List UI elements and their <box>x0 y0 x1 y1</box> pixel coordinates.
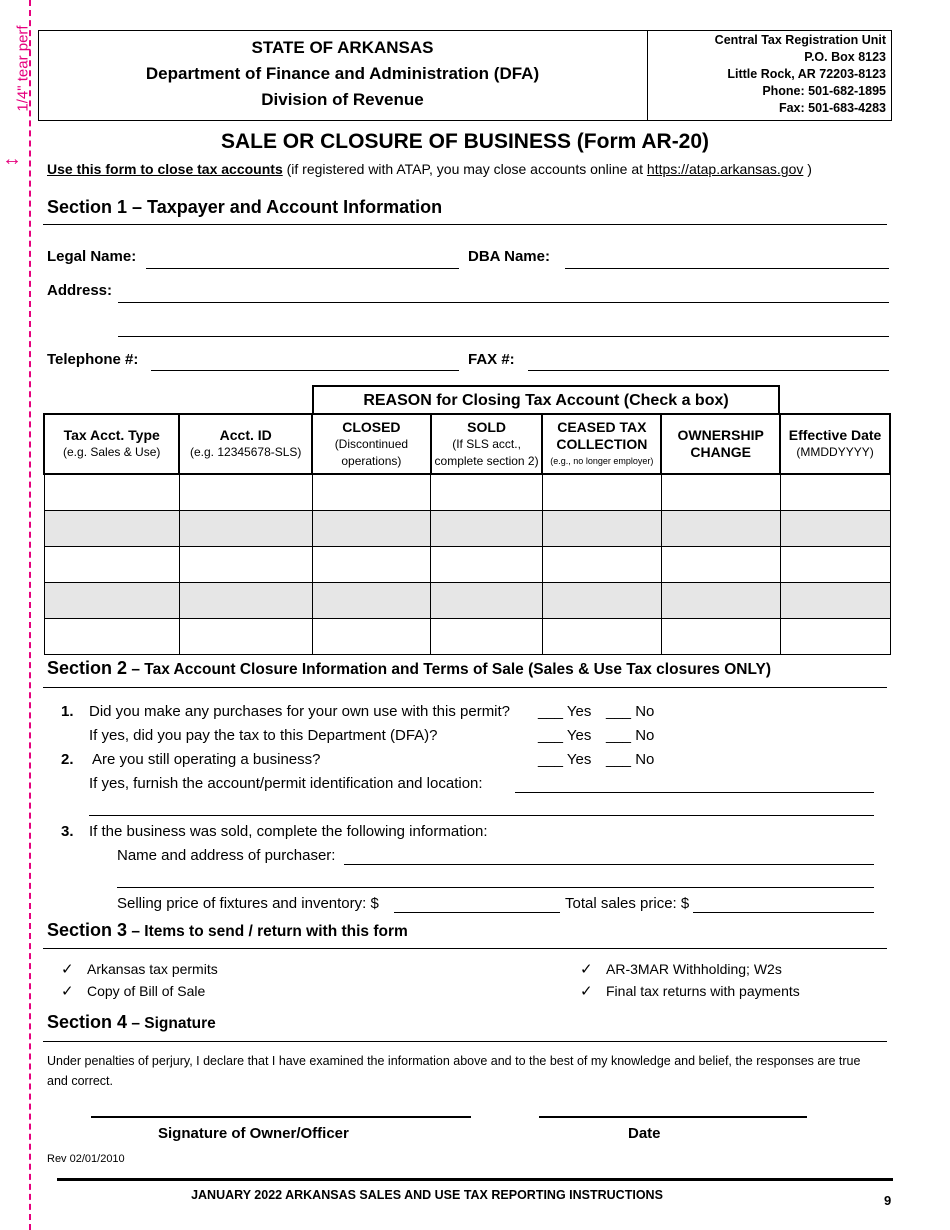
fax-number: Fax: 501-683-4283 <box>778 101 886 115</box>
total-sales-field[interactable] <box>693 912 874 913</box>
dba-name-field[interactable] <box>565 268 889 269</box>
section1-heading: Section 1 – Taxpayer and Account Information <box>47 197 443 217</box>
city-state-zip: Little Rock, AR 72203-8123 <box>727 67 886 81</box>
table-cell[interactable] <box>542 474 661 511</box>
tear-perf-label: 1/4" tear perf <box>14 25 32 112</box>
footer-text: JANUARY 2022 ARKANSAS SALES AND USE TAX REPORTING INSTRUCTIONS <box>191 1188 663 1202</box>
checklist-item: ✓ AR-3MAR Withholding; W2s <box>580 961 782 978</box>
section4-heading: Section 4 – Signature <box>47 1012 216 1032</box>
table-cell[interactable] <box>312 583 431 619</box>
po-box: P.O. Box 8123 <box>804 50 886 64</box>
intro-end: ) <box>803 161 812 177</box>
table-cell[interactable] <box>780 547 890 583</box>
q3-text: If the business was sold, complete the following information: <box>89 823 488 840</box>
account-table <box>43 413 891 655</box>
table-cell[interactable] <box>312 547 431 583</box>
atap-link[interactable]: https://atap.arkansas.gov <box>646 161 804 177</box>
division-name: Division of Revenue <box>261 90 424 109</box>
table-cell[interactable] <box>780 511 890 547</box>
date-label: Date <box>628 1125 661 1142</box>
table-cell[interactable] <box>661 511 780 547</box>
signature-field[interactable] <box>91 1116 471 1118</box>
table-row <box>44 583 890 619</box>
q1-yes[interactable]: ___ Yes <box>538 703 592 720</box>
checkmark-icon: ✓ <box>580 983 593 1000</box>
page-number: 9 <box>884 1193 892 1208</box>
table-cell[interactable] <box>542 547 661 583</box>
intro-text <box>47 161 812 177</box>
agency-header <box>38 30 648 121</box>
selling-price-field[interactable] <box>394 912 560 913</box>
legal-name-label: Legal Name: <box>47 248 137 265</box>
q2b-text: If yes, furnish the account/permit identification and location: <box>89 775 483 792</box>
table-cell[interactable] <box>661 474 780 511</box>
q2-text: Are you still operating a business? <box>92 751 321 768</box>
col-ceased-tax-collection: CEASED TAX COLLECTION (e.g., no longer employer) <box>542 414 661 474</box>
checklist-item: ✓ Final tax returns with payments <box>580 983 800 1000</box>
checklist-item: ✓ Copy of Bill of Sale <box>61 983 206 1000</box>
col-tax-acct-type: Tax Acct. Type (e.g. Sales & Use) <box>44 414 179 474</box>
table-cell[interactable] <box>431 511 543 547</box>
table-cell[interactable] <box>431 619 543 655</box>
table-cell[interactable] <box>44 474 179 511</box>
state-name: STATE OF ARKANSAS <box>251 38 434 57</box>
checkmark-icon: ✓ <box>61 961 74 978</box>
q1-no[interactable]: ___ No <box>606 703 655 720</box>
table-cell[interactable] <box>431 547 543 583</box>
section2-rule <box>43 687 887 688</box>
table-row <box>44 619 890 655</box>
fax-field[interactable] <box>528 370 889 371</box>
table-cell[interactable] <box>431 474 543 511</box>
q1b-no[interactable]: ___ No <box>606 727 655 744</box>
table-cell[interactable] <box>661 547 780 583</box>
intro-lead: Use this form to close tax accounts <box>47 161 283 177</box>
dba-name-label: DBA Name: <box>468 248 550 265</box>
table-cell[interactable] <box>542 619 661 655</box>
total-sales-label: Total sales price: $ <box>565 895 690 912</box>
reason-heading: REASON for Closing Tax Account (Check a box) <box>312 385 780 414</box>
tear-perforation-line <box>29 0 31 1230</box>
purchaser-field[interactable] <box>344 864 874 865</box>
table-cell[interactable] <box>44 583 179 619</box>
table-cell[interactable] <box>542 511 661 547</box>
table-cell[interactable] <box>780 474 890 511</box>
purchaser-label: Name and address of purchaser: <box>117 847 336 864</box>
table-cell[interactable] <box>431 583 543 619</box>
address-label: Address: <box>47 282 113 299</box>
q2-number: 2. <box>61 751 74 768</box>
table-cell[interactable] <box>179 511 312 547</box>
perjury-declaration: Under penalties of perjury, I declare that I have examined the information above and to the best of my knowledge and belief, the responses are true and correct. <box>47 1054 861 1088</box>
footer-rule <box>57 1178 893 1181</box>
purchaser-field-line2[interactable] <box>117 887 874 888</box>
address-field-line1[interactable] <box>118 302 889 303</box>
q3-number: 3. <box>61 823 74 840</box>
table-cell[interactable] <box>179 583 312 619</box>
section3-rule <box>43 948 887 949</box>
q2-yes[interactable]: ___ Yes <box>538 751 592 768</box>
table-cell[interactable] <box>542 583 661 619</box>
q1b-yes[interactable]: ___ Yes <box>538 727 592 744</box>
double-arrow-icon: ↔ <box>2 148 22 170</box>
q1b-text: If yes, did you pay the tax to this Department (DFA)? <box>89 727 438 744</box>
phone-number: Phone: 501-682-1895 <box>762 84 886 98</box>
table-cell[interactable] <box>44 547 179 583</box>
selling-price-label: Selling price of fixtures and inventory: $ <box>117 895 379 912</box>
checkmark-icon: ✓ <box>580 961 593 978</box>
table-cell[interactable] <box>44 619 179 655</box>
date-field[interactable] <box>539 1116 807 1118</box>
table-cell[interactable] <box>179 547 312 583</box>
revision-date: Rev 02/01/2010 <box>47 1153 125 1165</box>
table-row <box>44 547 890 583</box>
legal-name-field[interactable] <box>146 268 459 269</box>
table-cell[interactable] <box>661 583 780 619</box>
telephone-field[interactable] <box>151 370 459 371</box>
table-cell[interactable] <box>312 511 431 547</box>
section4-rule <box>43 1041 887 1042</box>
intro-middle: (if registered with ATAP, you may close accounts online at <box>282 161 647 177</box>
col-closed: CLOSED (Discontinued operations) <box>312 414 431 474</box>
table-cell[interactable] <box>179 474 312 511</box>
q2b-field-line2[interactable] <box>89 815 874 816</box>
table-row <box>44 474 890 511</box>
table-cell[interactable] <box>44 511 179 547</box>
col-effective-date: Effective Date (MMDDYYYY) <box>780 414 890 474</box>
section1-rule <box>43 224 887 225</box>
q2-no[interactable]: ___ No <box>606 751 655 768</box>
section3-heading: Section 3 – Items to send / return with this form <box>47 920 408 940</box>
table-row <box>44 511 890 547</box>
form-title: SALE OR CLOSURE OF BUSINESS (Form AR-20) <box>220 130 710 153</box>
table-cell[interactable] <box>780 619 890 655</box>
table-cell[interactable] <box>312 474 431 511</box>
table-header-row <box>44 414 890 474</box>
q2b-field[interactable] <box>515 792 874 793</box>
col-sold: SOLD (If SLS acct., complete section 2) <box>431 414 543 474</box>
address-field-line2[interactable] <box>118 336 889 337</box>
q1-text: Did you make any purchases for your own use with this permit? <box>89 703 511 720</box>
telephone-label: Telephone #: <box>47 351 139 368</box>
checklist-item: ✓ Arkansas tax permits <box>61 961 218 978</box>
table-cell[interactable] <box>780 583 890 619</box>
checkmark-icon: ✓ <box>61 983 74 1000</box>
col-ownership-change: OWNERSHIP CHANGE <box>661 414 780 474</box>
q1-number: 1. <box>61 703 74 720</box>
section2-heading: Section 2 – Tax Account Closure Information and Terms of Sale (Sales & Use Tax closures ONLY) <box>47 658 772 678</box>
contact-block <box>650 32 886 117</box>
col-acct-id: Acct. ID (e.g. 12345678-SLS) <box>179 414 312 474</box>
department-name: Department of Finance and Administration (DFA) <box>145 64 540 83</box>
table-cell[interactable] <box>312 619 431 655</box>
signature-label: Signature of Owner/Officer <box>158 1125 349 1142</box>
table-cell[interactable] <box>661 619 780 655</box>
unit-name: Central Tax Registration Unit <box>714 33 886 47</box>
fax-label: FAX #: <box>468 351 515 368</box>
table-cell[interactable] <box>179 619 312 655</box>
